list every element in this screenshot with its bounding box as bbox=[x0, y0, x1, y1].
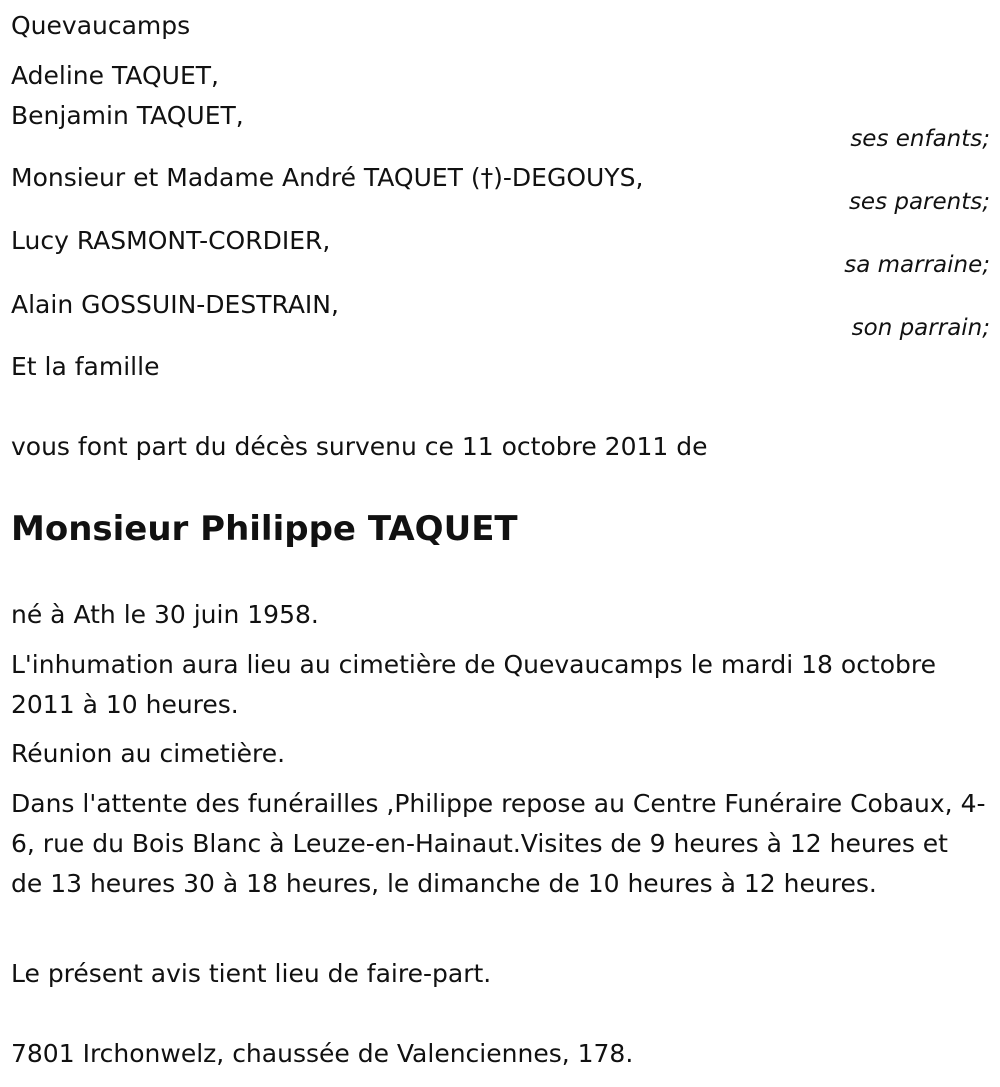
deceased-name: Monsieur Philippe TAQUET bbox=[11, 509, 518, 549]
place-heading: Quevaucamps bbox=[11, 11, 191, 40]
announcement-intro: vous font part du décès survenu ce 11 octobre 2011 de bbox=[11, 432, 708, 461]
extended-family: Et la famille bbox=[11, 352, 160, 381]
rest-visit-info: Dans l'attente des funérailles ,Philippe repose au Centre Funéraire Cobaux, 4-6, rue du Bois Blanc à Leuze-en-Hainaut.Visites de 9 heures à 12 heures et de 13 heures 30 à 18 heures, le dimanche de 10 heures à 12 heures. bbox=[11, 789, 986, 898]
godfather-role: son parrain; bbox=[851, 315, 990, 341]
meeting-info: Réunion au cimetière. bbox=[11, 739, 286, 768]
children-role: ses enfants; bbox=[850, 126, 990, 152]
notice-info: Le présent avis tient lieu de faire-part. bbox=[11, 959, 492, 988]
godfather-name: Alain GOSSUIN-DESTRAIN, bbox=[11, 290, 339, 319]
child-name-2: Benjamin TAQUET, bbox=[11, 101, 244, 130]
birth-info: né à Ath le 30 juin 1958. bbox=[11, 600, 319, 629]
godmother-role: sa marraine; bbox=[844, 252, 990, 278]
parents-role: ses parents; bbox=[848, 189, 990, 215]
burial-info: L'inhumation aura lieu au cimetière de Quevaucamps le mardi 18 octobre 2011 à 10 heures. bbox=[11, 650, 937, 719]
address: 7801 Irchonwelz, chaussée de Valenciennes, 178. bbox=[11, 1039, 634, 1068]
child-name-1: Adeline TAQUET, bbox=[11, 61, 219, 90]
godmother-name: Lucy RASMONT-CORDIER, bbox=[11, 226, 331, 255]
parents-name: Monsieur et Madame André TAQUET (†)-DEGOUYS, bbox=[11, 163, 644, 192]
